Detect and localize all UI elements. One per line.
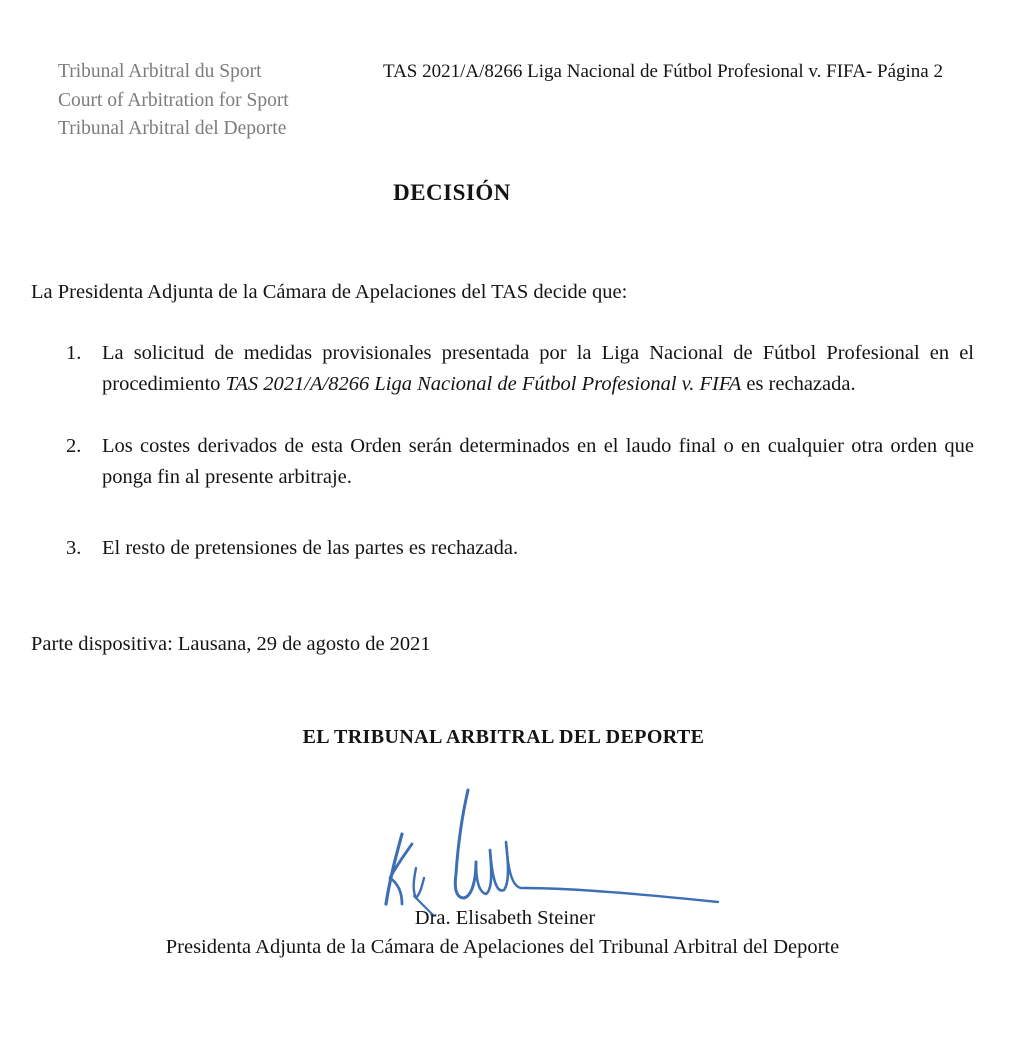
org-name-french: Tribunal Arbitral du Sport	[58, 61, 262, 82]
decision-text	[102, 342, 974, 395]
issuing-organization	[58, 58, 289, 144]
decision-text: Los costes derivados de esta Orden serán determinados en el laudo final o en cualquier otra orden que ponga fin al presente arbitraje.	[102, 435, 974, 488]
decision-text-part: es rechazada.	[741, 373, 856, 395]
decision-text: El resto de pretensiones de las partes es rechazada.	[102, 537, 519, 559]
document-title: DECISIÓN	[393, 180, 511, 205]
decision-number: 2.	[66, 435, 82, 457]
case-title-italic: TAS 2021/A/8266 Liga Nacional de Fútbol Profesional v. FIFA	[225, 373, 742, 395]
signer-role: Presidenta Adjunta de la Cámara de Apelaciones del Tribunal Arbitral del Deporte	[165, 936, 840, 958]
place-and-date: Parte dispositiva: Lausana, 29 de agosto de 2021	[31, 633, 431, 655]
signature-stroke	[490, 842, 508, 891]
case-reference-header: TAS 2021/A/8266 Liga Nacional de Fútbol Profesional v. FIFA- Página 2	[383, 61, 943, 82]
signature-stroke	[455, 790, 476, 898]
decision-list	[66, 338, 974, 564]
signature-stroke	[414, 868, 424, 898]
signature-stroke	[476, 850, 491, 894]
signature-stroke	[506, 842, 718, 902]
decision-number: 3.	[66, 537, 82, 559]
decision-item	[66, 338, 974, 400]
signer-name: Dra. Elisabeth Steiner	[414, 907, 596, 929]
decision-item	[66, 533, 974, 564]
org-name-spanish: Tribunal Arbitral del Deporte	[58, 118, 287, 139]
intro-paragraph: La Presidenta Adjunta de la Cámara de Apelaciones del TAS decide que:	[31, 281, 628, 303]
org-name-english: Court of Arbitration for Sport	[58, 89, 289, 111]
signature-stroke	[390, 844, 412, 904]
decision-text-part: La solicitud de medidas provisionales presentada por la Liga Nacional de Fútbol Profesional en el procedimiento	[102, 342, 974, 395]
decision-number: 1.	[66, 342, 82, 364]
tribunal-name: EL TRIBUNAL ARBITRAL DEL DEPORTE	[302, 726, 705, 748]
decision-item	[66, 431, 974, 493]
signature-strokes	[386, 790, 718, 916]
